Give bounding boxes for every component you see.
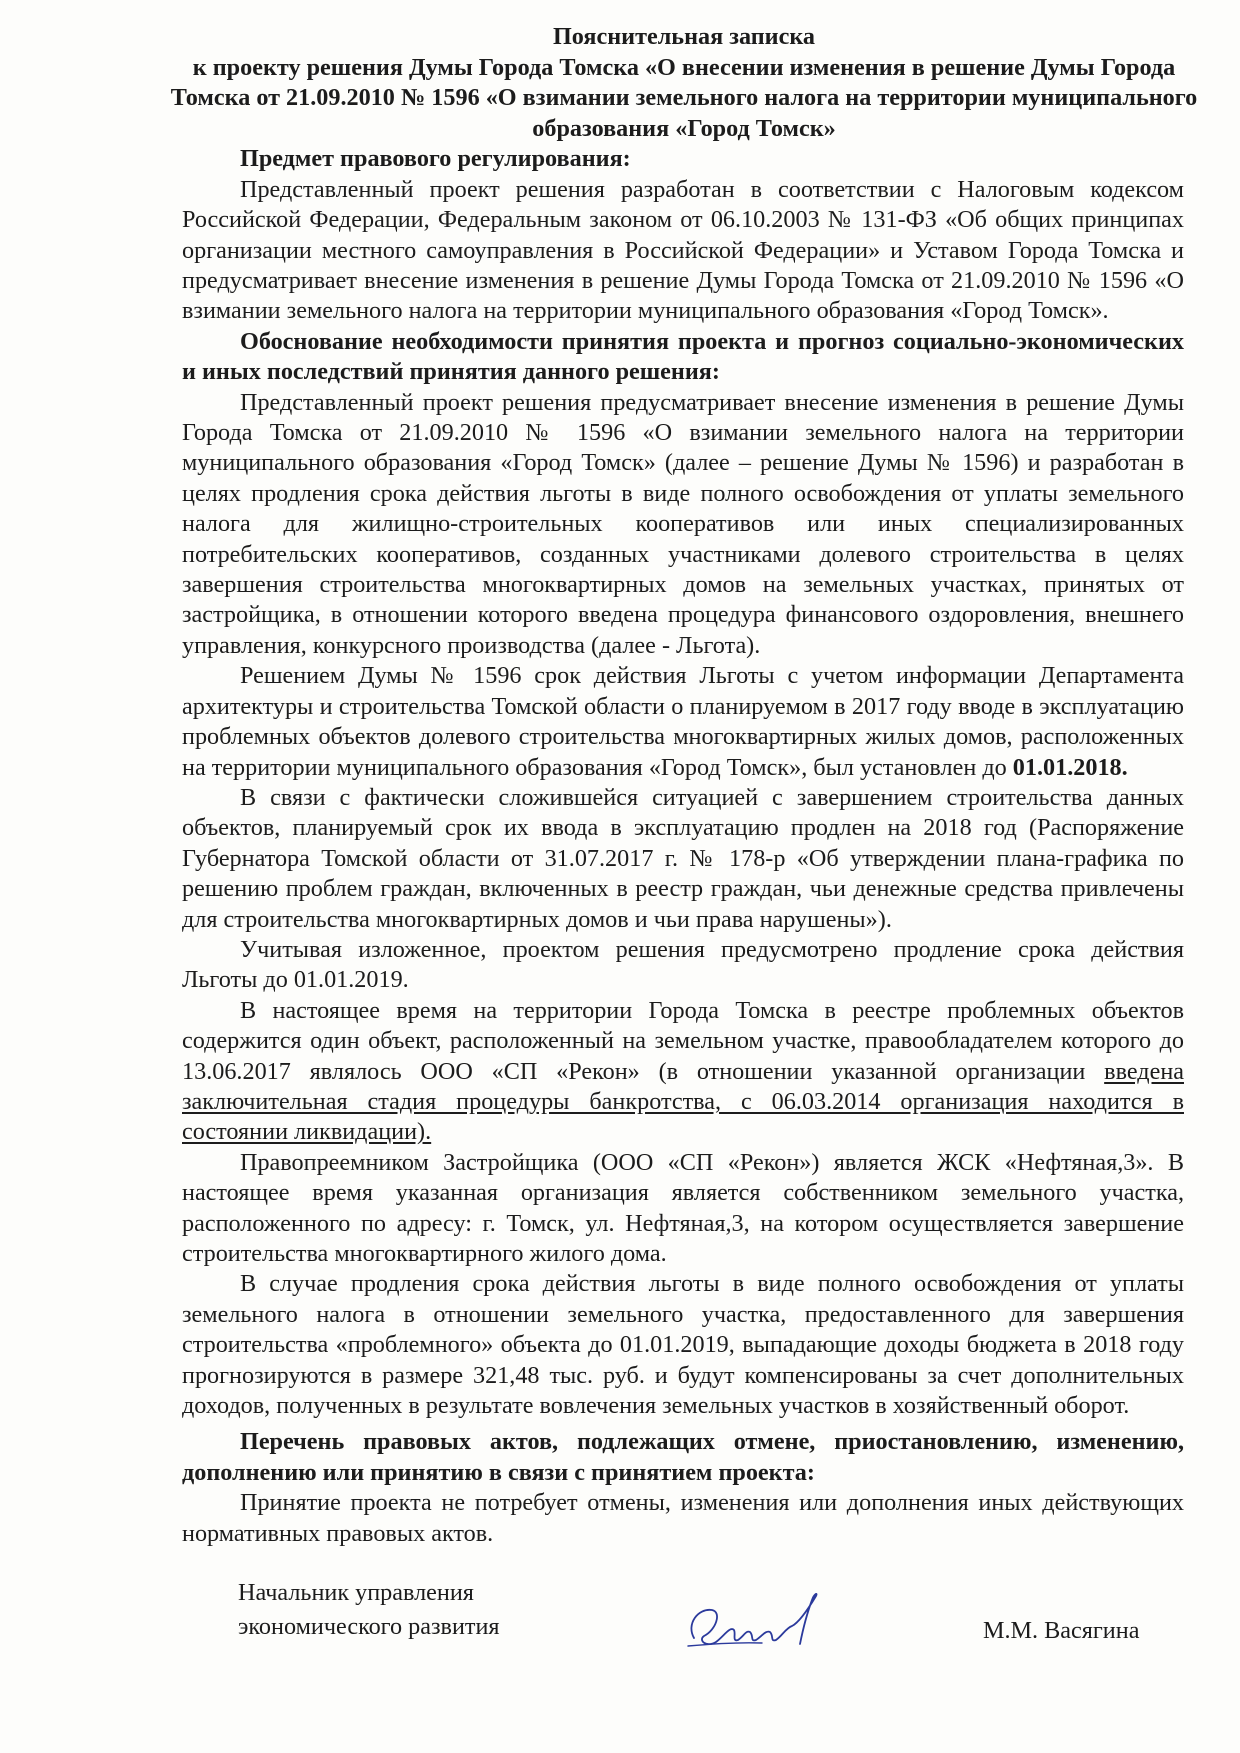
paragraph-legal-acts: Принятие проекта не потребует отмены, изменения или дополнения иных действующих нормативных правовых актов. bbox=[182, 1489, 1184, 1547]
paragraph-justification-7: В случае продления срока действия льготы в виде полного освобождения от уплаты земельного налога в отношении земельного участка, предоставленного для завершения строительства «проблемного» объекта до 01.01.2019, выпадающие доходы бюджета в 2018 году прогнозируются в размере 321,48 тыс. руб. и будут компенсированы за счет дополнительных доходов, полученных в результате вовлечения земельных участков в хозяйственный оборот. bbox=[182, 1270, 1184, 1420]
title-line-1: Пояснительная записка bbox=[552, 23, 816, 50]
paragraph-justification-5-text: В настоящее время на территории Города Томска в реестре проблемных объектов содержится один объект, расположенный на земельном участке, правообладателем которого до 13.06.2017 являлось ООО «СП «Рекон» (в отношении указанной организации bbox=[182, 996, 1184, 1085]
document-body bbox=[170, 22, 1198, 1549]
benefit-expiry-date: 01.01.2018. bbox=[1012, 753, 1128, 781]
signatory-position-line-2: экономического развития bbox=[238, 1613, 500, 1640]
paragraph-justification-6: Правопреемником Застройщика (ООО «СП «Рекон») является ЖСК «Нефтяная,3». В настоящее время указанная организация является собственником земельного участка, расположенного по адресу: г. Томск, ул. Нефтяная,3, на котором осуществляется завершение строительства многоквартирного жилого дома. bbox=[182, 1148, 1184, 1267]
signatory-position-line-1: Начальник управления bbox=[238, 1579, 474, 1606]
section-heading-subject: Предмет правового регулирования: bbox=[240, 145, 631, 173]
paragraph-justification-2-text: Решением Думы № 1596 срок действия Льготы с учетом информации Департамента архитектуры и строительства Томской области о планируемом в 2017 году вводе в эксплуатацию проблемных объектов долевого строительства многоквартирных жилых домов, расположенных на территории муниципального образования «Город Томск», был установлен до bbox=[182, 662, 1184, 781]
paragraph-subject: Представленный проект решения разработан в соответствии с Налоговым кодексом Российской Федерации, Федеральным законом от 06.10.2003 № 131-ФЗ «Об общих принципах организации местного самоуправления в Российской Федерации» и Уставом Города Томска и предусматривает внесение изменения в решение Думы Города Томска от 21.09.2010 № 1596 «О взимании земельного налога на территории муниципального образования «Город Томск». bbox=[182, 175, 1184, 325]
paragraph-justification-4: Учитывая изложенное, проектом решения предусмотрено продление срока действия Льготы до 01.01.2019. bbox=[182, 935, 1184, 994]
paragraph-justification-2 bbox=[182, 661, 1184, 783]
section-heading-legal-acts: Перечень правовых актов, подлежащих отмене, приостановлению, изменению, дополнению или принятию в связи с принятием проекта: bbox=[182, 1428, 1184, 1486]
handwritten-signature-icon bbox=[676, 1586, 836, 1666]
signatory-position bbox=[238, 1576, 500, 1644]
signatory-name: М.М. Васягина bbox=[983, 1617, 1140, 1644]
title-line-2: к проекту решения Думы Города Томска «О внесении изменения в решение Думы Города Томска от 21.09.2010 № 1596 «О взимании земельного налога на территории муниципального образования «Город Томск» bbox=[170, 53, 1198, 142]
document-title bbox=[154, 22, 1214, 144]
signature-block bbox=[238, 1576, 1188, 1666]
paragraph-justification-1: Представленный проект решения предусматривает внесение изменения в решение Думы Города Томска от 21.09.2010 № 1596 «О взимании земельного налога на территории муниципального образования «Город Томск» (далее – решение Думы № 1596) и разработан в целях продления срока действия льготы в виде полного освобождения от уплаты земельного налога для жилищно-строительных кооперативов или иных специализированных потребительских кооперативов, созданных участниками долевого строительства в целях завершения строительства многоквартирных домов на земельных участках, принятых от застройщика, в отношении которого введена процедура финансового оздоровления, внешнего управления, конкурсного производства (далее - Льгота). bbox=[182, 388, 1184, 659]
paragraph-justification-3: В связи с фактически сложившейся ситуацией с завершением строительства данных объектов, планируемый срок их ввода в эксплуатацию продлен на 2018 год (Распоряжение Губернатора Томской области от 31.07.2017 г. № 178-р «Об утверждении плана-графика по решению проблем граждан, включенных в реестр граждан, чьи денежные средства привлечены для строительства многоквартирных домов и чьи права нарушены»). bbox=[182, 783, 1184, 933]
section-heading-justification: Обоснование необходимости принятия проекта и прогноз социально-экономических и иных последствий принятия данного решения: bbox=[182, 327, 1184, 386]
underlined-bankruptcy-note: введена заключительная стадия процедуры банкротства, с 06.03.2014 организация находится в состоянии ликвидации). bbox=[182, 1057, 1184, 1146]
paragraph-justification-5 bbox=[182, 996, 1184, 1148]
